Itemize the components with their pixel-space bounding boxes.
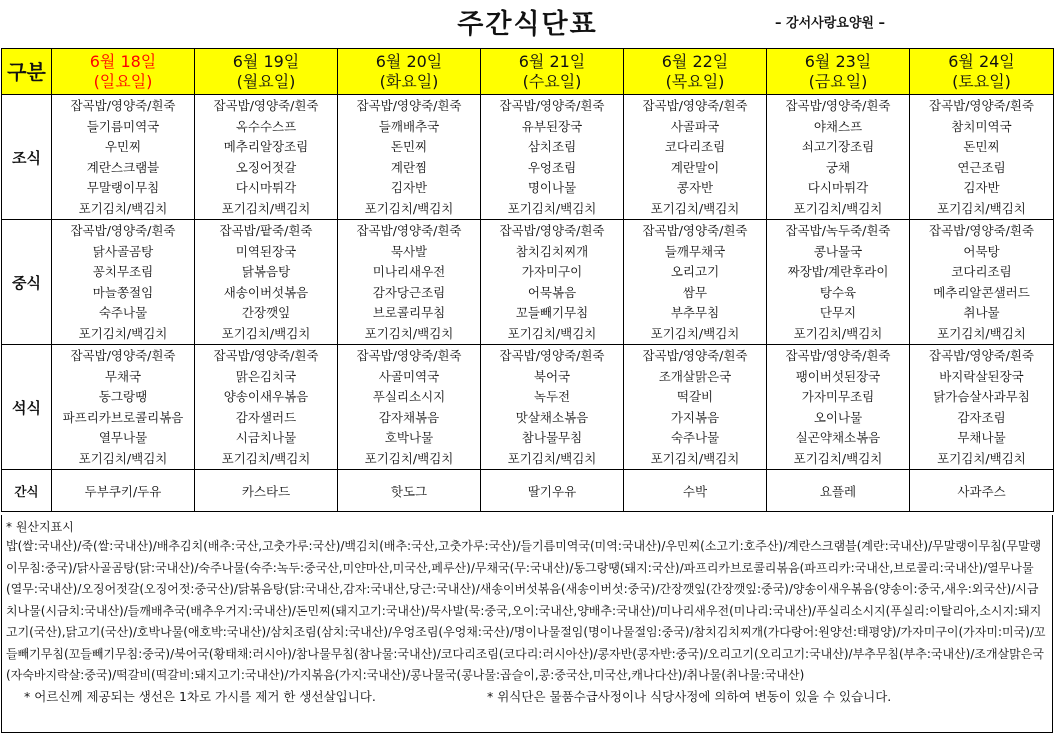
menu-item: 브로콜리무침 [372, 305, 446, 321]
menu-item: 오리고기 [670, 264, 720, 280]
menu-item: 사골미역국 [378, 368, 440, 384]
menu-item: 포기김치/백김치 [650, 200, 740, 216]
menu-item: 궁채 [825, 159, 851, 175]
menu-item: 꼬들빼기무침 [515, 305, 589, 321]
menu-item: 돈민찌 [390, 139, 428, 155]
menu-item: 쇠고기장조림 [801, 139, 875, 155]
day-header [52, 49, 195, 95]
menu-item: 감자당근조림 [372, 284, 446, 300]
menu-item: 우엉조림 [527, 159, 577, 175]
menu-item: 잡곡밥/영양죽/흰죽 [785, 348, 891, 364]
menu-item: 마늘쫑절임 [92, 284, 154, 300]
fish-note: * 어르신께 제공되는 생선은 1차로 가시를 제거 한 생선살입니다. [24, 688, 376, 704]
menu-item: 잡곡밥/영양죽/흰죽 [356, 348, 462, 364]
menu-item: 푸실리소시지 [372, 389, 446, 405]
menu-cell [481, 345, 624, 470]
menu-cell [195, 345, 338, 470]
menu-item: 가자미구이 [521, 264, 583, 280]
day-weekday: (토요일) [952, 71, 1011, 91]
menu-cell [910, 345, 1054, 470]
menu-item: 가자미무조림 [801, 389, 875, 405]
menu-cell [52, 220, 195, 345]
menu-item: 열무나물 [98, 430, 148, 446]
menu-item: 메추리알장조림 [223, 139, 309, 155]
menu-item: 오징어젓갈 [235, 159, 297, 175]
day-date: 6월 21일 [518, 51, 586, 71]
menu-item: 잡곡밥/영양죽/흰죽 [928, 348, 1035, 364]
menu-item: 포기김치/백김치 [793, 450, 883, 466]
menu-item: 시금치나물 [235, 430, 297, 446]
day-date: 6월 24일 [948, 51, 1015, 71]
menu-item: 숙주나물 [670, 430, 720, 446]
menu-item: 들깨무채국 [664, 243, 726, 259]
menu-item: 코다리조림 [664, 139, 726, 155]
menu-item: 잡곡밥/영양죽/흰죽 [499, 223, 605, 239]
menu-item: 무채국 [104, 368, 142, 384]
menu-item: 숙주나물 [98, 305, 148, 321]
menu-item: 잡곡밥/팥죽/흰죽 [219, 223, 313, 239]
menu-cell [195, 220, 338, 345]
menu-item: 포기김치/백김치 [507, 200, 597, 216]
menu-item: 닭사골곰탕 [92, 243, 154, 259]
menu-cell [481, 220, 624, 345]
day-header [767, 49, 910, 95]
menu-cell [52, 95, 195, 220]
menu-item: 잡곡밥/영양죽/흰죽 [642, 98, 748, 114]
menu-cell [481, 95, 624, 220]
menu-cell [624, 345, 767, 470]
menu-item: 양송이새우볶음 [223, 389, 309, 405]
menu-item: 맑은김치국 [235, 368, 297, 384]
snack-label: 간식 [2, 470, 52, 512]
menu-item: 야채스프 [813, 118, 863, 134]
menu-item: 감자샐러드 [235, 409, 297, 425]
menu-cell [624, 220, 767, 345]
menu-item: 포기김치/백김치 [221, 325, 311, 341]
day-date: 6월 23일 [804, 51, 872, 71]
menu-item: 우민찌 [104, 139, 142, 155]
menu-item: 잡곡밥/영양죽/흰죽 [213, 348, 319, 364]
snack-item: 핫도그 [338, 470, 481, 512]
menu-cell [767, 95, 910, 220]
menu-item: 탕수육 [819, 284, 857, 300]
origin-notes [1, 515, 1053, 733]
menu-item: 짜장밥/계란후라이 [787, 264, 889, 280]
menu-item: 녹두전 [533, 389, 571, 405]
day-weekday: (목요일) [665, 71, 725, 91]
menu-item: 잡곡밥/영양죽/흰죽 [70, 98, 176, 114]
menu-item: 잡곡밥/영양죽/흰죽 [928, 98, 1035, 114]
menu-item: 오이나물 [813, 409, 863, 425]
menu-item: 어묵볶음 [527, 284, 577, 300]
day-header [624, 49, 767, 95]
menu-item: 잡곡밥/영양죽/흰죽 [356, 223, 462, 239]
menu-item: 들기름미역국 [86, 118, 160, 134]
day-weekday: (금요일) [808, 71, 868, 91]
meal-label: 석식 [2, 345, 52, 470]
menu-cell [767, 345, 910, 470]
menu-item: 유부된장국 [521, 118, 583, 134]
menu-item: 잡곡밥/영양죽/흰죽 [642, 223, 748, 239]
weekly-menu-table [1, 48, 1054, 512]
meal-label: 조식 [2, 95, 52, 220]
menu-item: 계란스크램블 [86, 159, 160, 175]
menu-item: 포기김치/백김치 [221, 450, 311, 466]
page-header [0, 0, 1055, 46]
menu-item: 포기김치/백김치 [364, 450, 454, 466]
menu-cell [338, 345, 481, 470]
snack-item: 사과주스 [910, 470, 1054, 512]
menu-item: 잡곡밥/영양죽/흰죽 [499, 98, 605, 114]
menu-item: 감자채볶음 [378, 409, 440, 425]
menu-item: 잡곡밥/영양죽/흰죽 [70, 348, 176, 364]
footer-notes [6, 687, 1048, 707]
day-weekday: (월요일) [236, 71, 296, 91]
menu-item: 삼치조림 [527, 139, 577, 155]
menu-item: 감자조림 [957, 409, 1006, 425]
menu-item: 무채나물 [957, 430, 1006, 446]
menu-item: 참치미역국 [951, 118, 1012, 134]
menu-item: 미나리새우전 [372, 264, 446, 280]
menu-item: 바지락살된장국 [939, 368, 1024, 384]
menu-cell [910, 95, 1054, 220]
menu-item: 참나물무침 [521, 430, 583, 446]
snack-item: 딸기우유 [481, 470, 624, 512]
menu-item: 동그랑땡 [98, 389, 148, 405]
menu-item: 잡곡밥/영양죽/흰죽 [356, 98, 462, 114]
menu-item: 다시마튀각 [235, 180, 297, 196]
menu-item: 포기김치/백김치 [793, 200, 883, 216]
menu-item: 포기김치/백김치 [650, 450, 740, 466]
menu-item: 조개살맑은국 [658, 368, 732, 384]
menu-item: 닭볶음탕 [241, 264, 291, 280]
menu-item: 포기김치/백김치 [78, 450, 168, 466]
menu-item: 코다리조림 [951, 264, 1012, 280]
day-date: 6월 19일 [232, 51, 300, 71]
menu-cell [767, 220, 910, 345]
menu-item: 메추리알콘샐러드 [933, 284, 1030, 300]
day-header [481, 49, 624, 95]
menu-item: 포기김치/백김치 [937, 450, 1026, 466]
menu-item: 팽이버섯된장국 [795, 368, 881, 384]
menu-item: 쌈무 [682, 284, 708, 300]
menu-item: 연근조림 [957, 159, 1006, 175]
menu-item: 호박나물 [384, 430, 434, 446]
menu-item: 포기김치/백김치 [78, 200, 168, 216]
menu-item: 실곤약채소볶음 [795, 430, 881, 446]
menu-item: 취나물 [963, 305, 1000, 321]
menu-item: 꽁치무조림 [92, 264, 154, 280]
menu-item: 콩나물국 [813, 243, 863, 259]
meal-row [2, 345, 1054, 470]
meal-row [2, 220, 1054, 345]
menu-item: 다시마튀각 [807, 180, 869, 196]
menu-item: 파프리카브로콜리볶음 [62, 409, 184, 425]
menu-item: 잡곡밥/녹두죽/흰죽 [785, 223, 891, 239]
day-date: 6월 20일 [375, 51, 443, 71]
snack-item: 카스타드 [195, 470, 338, 512]
menu-item: 포기김치/백김치 [937, 200, 1026, 216]
change-note: * 위식단은 물품수급사정이나 식당사정에 의하여 변동이 있을 수 있습니다. [487, 688, 892, 704]
menu-item: 사골파국 [670, 118, 720, 134]
menu-item: 김자반 [390, 180, 428, 196]
menu-item: 맛살채소볶음 [515, 409, 589, 425]
menu-cell [195, 95, 338, 220]
menu-item: 단무지 [819, 305, 857, 321]
meal-label: 중식 [2, 220, 52, 345]
snack-row [2, 470, 1054, 512]
menu-item: 부추무침 [670, 305, 720, 321]
menu-item: 포기김치/백김치 [937, 325, 1026, 341]
menu-item: 포기김치/백김치 [507, 325, 597, 341]
menu-item: 포기김치/백김치 [364, 325, 454, 341]
menu-item: 가지볶음 [670, 409, 720, 425]
day-header [338, 49, 481, 95]
menu-cell [624, 95, 767, 220]
menu-item: 포기김치/백김치 [364, 200, 454, 216]
menu-item: 무말랭이무침 [86, 180, 160, 196]
menu-item: 북어국 [533, 368, 571, 384]
snack-item: 요플레 [767, 470, 910, 512]
menu-item: 포기김치/백김치 [78, 325, 168, 341]
menu-item: 김자반 [963, 180, 1000, 196]
menu-item: 포기김치/백김치 [793, 325, 883, 341]
menu-item: 간장깻잎 [241, 305, 291, 321]
menu-item: 잡곡밥/영양죽/흰죽 [213, 98, 319, 114]
day-weekday: (일요일) [93, 71, 153, 91]
menu-item: 들깨배추국 [378, 118, 440, 134]
menu-item: 미역된장국 [235, 243, 297, 259]
day-date: 6월 18일 [89, 51, 157, 71]
day-weekday: (화요일) [379, 71, 439, 91]
menu-cell [338, 220, 481, 345]
menu-item: 계란찜 [390, 159, 428, 175]
snack-item: 두부쿠키/두유 [52, 470, 195, 512]
menu-item: 어묵탕 [963, 243, 1000, 259]
menu-item: 계란말이 [670, 159, 720, 175]
menu-item: 잡곡밥/영양죽/흰죽 [928, 223, 1035, 239]
gubun-header: 구분 [2, 49, 52, 95]
day-header [910, 49, 1054, 95]
snack-item: 수박 [624, 470, 767, 512]
menu-cell [338, 95, 481, 220]
menu-item: 떡갈비 [676, 389, 714, 405]
day-weekday: (수요일) [522, 71, 582, 91]
menu-item: 새송이버섯볶음 [223, 284, 309, 300]
menu-item: 잡곡밥/영양죽/흰죽 [70, 223, 176, 239]
origin-title: * 원산지표시 [6, 520, 74, 534]
menu-item: 잡곡밥/영양죽/흰죽 [642, 348, 748, 364]
menu-item: 묵사발 [390, 243, 428, 259]
menu-item: 콩자반 [676, 180, 714, 196]
menu-cell [910, 220, 1054, 345]
page-title: 주간식단표 [457, 9, 598, 40]
menu-item: 닭가슴살사과무침 [933, 389, 1030, 405]
menu-item: 포기김치/백김치 [650, 325, 740, 341]
day-header [195, 49, 338, 95]
menu-item: 잡곡밥/영양죽/흰죽 [785, 98, 891, 114]
menu-item: 포기김치/백김치 [221, 200, 311, 216]
origin-text: 밥(쌀:국내산)/죽(쌀:국내산)/배추김치(배추:국산,고춧가루:국산)/백김치(배추:국산,고춧가루:국산)/들기름미역국(미역:국내산)/우민찌(소고기:호주산)/계란스크램블(계란:국내산)/무말랭이무침(무말랭이무침:중국)/닭사골곰탕(닭:국내산)/숙주나물(숙주:녹두:중국산,미얀마산,미국산,페루산)/무채국(무:국내산)/동그랑땡(돼지:국산)/파프리카브로콜리볶음(파프리카:국내산,브로콜리:국내산)/열무나물(열무:국내산)/오징어젓갈(오징어젓:중국산)/닭볶음탕(닭:국내산,감자:국내산,당근:국내산)/새송이버섯볶음(새송이버섯:중국)/간장깻잎(간장깻잎:중국)/양송이새우볶음(양송이:중국,새우:외국산)/시금치나물(시금치:국내산)/들깨배추국(배추우거지:국내산)/돈민찌(돼지고기:국내산)/묵사발(묵:중국,오이:국내산,양배추:국내산)/미나리새우전(미나리:국내산)/푸실리소시지(푸실리:이탈리아,소시지:돼지고기(국산),닭고기(국산)/호박나물(애호박:국내산)/삼치조림(삼치:국내산)/우엉조림(우엉채:국산)/명이나물절임(명이나물절임:중국)/참치김치찌개(가다랑어:원양선:태평양)/가자미구이(가자미:미국)/꼬들빼기무침(꼬들빼기무침:중국)/북어국(황태채:러시아)/참나물무침(참나물:국내산)/코다리조림(코다리:러시아산)/콩자반(콩자반:중국)/오리고기(오리고기:국내산)/부추무침(부추:국내산)/조개살맑은국(자숙바지락살:중국)/떡갈비(떡갈비:돼지고기:국내산)/가지볶음(가지:국내산)/콩나물국(콩나물:곱슬이,콩:중국산,미국산,캐나다산)/취나물(취나물:국내산) [6, 539, 1046, 682]
menu-item: 참치김치찌개 [515, 243, 589, 259]
meal-row [2, 95, 1054, 220]
menu-item: 명이나물 [527, 180, 577, 196]
menu-item: 포기김치/백김치 [507, 450, 597, 466]
menu-item: 옥수수스프 [235, 118, 297, 134]
header-row [2, 49, 1054, 95]
menu-item: 잡곡밥/영양죽/흰죽 [499, 348, 605, 364]
facility-name: – 강서사랑요양원 – [775, 16, 885, 31]
menu-item: 돈민찌 [963, 139, 1000, 155]
day-date: 6월 22일 [661, 51, 729, 71]
menu-cell [52, 345, 195, 470]
